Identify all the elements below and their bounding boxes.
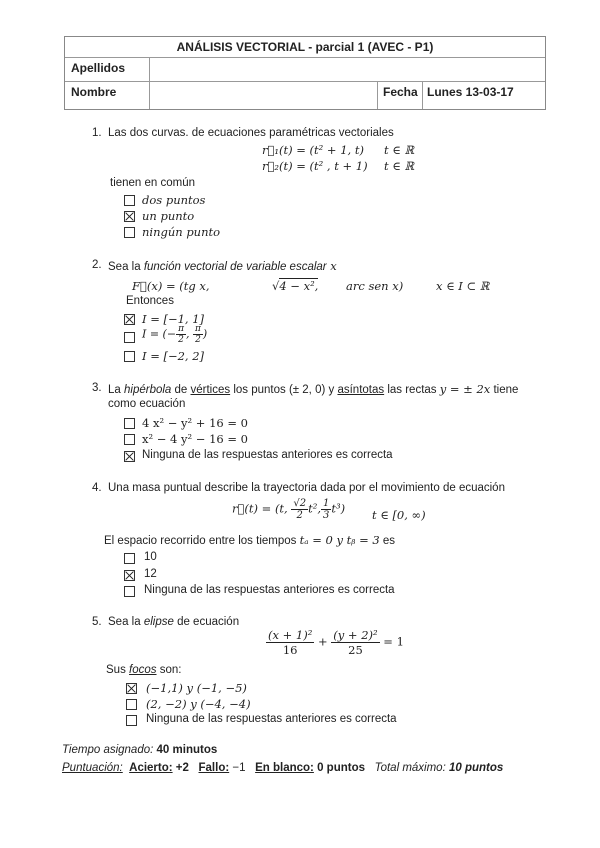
frac-num: √2 <box>293 498 307 509</box>
question-3-text <box>108 382 518 396</box>
acierto-value: +2 <box>175 762 189 774</box>
frac-den: 2 <box>178 335 184 345</box>
frac-num: π <box>195 324 201 334</box>
frac-num: (x + 1)² <box>268 628 313 642</box>
q4-eq-mid: t², <box>308 501 321 516</box>
q5-eq-end: = 1 <box>383 634 404 649</box>
question-1-eq2-domain: t ∈ ℝ <box>384 159 415 173</box>
fecha-label: Fecha <box>383 85 418 99</box>
q2-opt2-frac1 <box>176 324 186 345</box>
q3-option-1-checkbox[interactable] <box>124 418 135 429</box>
q2-opt2-frac2 <box>193 324 203 345</box>
q3-option-3-label: Ninguna de las respuestas anteriores es correcta <box>142 449 393 461</box>
q5-option-2-label: (2, −2) y (−4, −4) <box>146 697 251 711</box>
q4-eq-frac1 <box>291 498 308 521</box>
frac-den: 25 <box>348 643 363 657</box>
frac-num: π <box>178 324 184 334</box>
q3-text-asintotas: asíntotas <box>337 384 385 396</box>
q3-text-end: tiene <box>490 384 519 396</box>
q4-option-2-checkbox[interactable] <box>124 570 135 581</box>
q2-option-1-label: I = [−1, 1] <box>142 312 205 326</box>
q3-text-pre: La <box>108 384 124 396</box>
header-apellidos-row <box>65 57 545 82</box>
question-5-number: 5. <box>92 616 102 628</box>
question-2-number: 2. <box>92 259 102 271</box>
frac-den: 16 <box>282 643 298 657</box>
time-label: Tiempo asignado: <box>62 744 154 756</box>
q1-option-3-label: ningún punto <box>142 225 221 239</box>
q3-text-em: hipérbola <box>124 384 172 396</box>
question-4-prompt <box>104 533 395 547</box>
acierto-label: Acierto: <box>129 762 173 774</box>
question-5-prompt <box>106 664 181 676</box>
q4-eq-pre: r⃗(t) = (t, <box>232 501 288 516</box>
q5-eq-frac2 <box>331 628 379 657</box>
score-label: Puntuación: <box>62 762 123 774</box>
q5-option-1-checkbox[interactable] <box>126 683 137 694</box>
header-divider <box>149 57 150 109</box>
question-2-prompt: Entonces <box>126 295 174 307</box>
question-1-eq2: r⃗₂(t) = (t² , t + 1) <box>262 159 368 173</box>
q5-eq-frac1 <box>266 628 314 657</box>
question-1-eq1-domain: t ∈ ℝ <box>384 143 415 157</box>
q5-text-end: de ecuación <box>173 616 240 628</box>
question-2-text <box>108 259 337 273</box>
blanco-label: En blanco: <box>255 762 314 774</box>
q2-eq-sqrt-body: 4 − x², <box>279 279 319 293</box>
q2-opt2-pre: I = (− <box>142 327 177 341</box>
q2-text-pre: Sea la <box>108 261 144 273</box>
q1-option-2-checkbox[interactable] <box>124 211 135 222</box>
q1-option-1-checkbox[interactable] <box>124 195 135 206</box>
q2-text-em: función vectorial de variable escalar <box>143 261 327 273</box>
q5-equation <box>266 628 404 657</box>
q1-option-1-label: dos puntos <box>142 193 206 207</box>
q4-equation <box>232 498 345 521</box>
q1-option-2-label: un punto <box>142 209 195 223</box>
score-line <box>62 762 503 774</box>
total-label: Total máximo: <box>374 762 446 774</box>
q4-eq-frac2 <box>321 498 331 521</box>
q2-option-3-checkbox[interactable] <box>124 351 135 362</box>
q2-option-3-label: I = [−2, 2] <box>142 349 205 363</box>
q4-option-1-label: 10 <box>144 551 157 563</box>
q5-option-3-checkbox[interactable] <box>126 715 137 726</box>
total-value: 10 puntos <box>448 762 504 774</box>
q5-text-em: elipse <box>143 616 174 628</box>
q5-option-3-label: Ninguna de las respuestas anteriores es correcta <box>146 713 397 725</box>
q3-option-2-checkbox[interactable] <box>124 434 135 445</box>
question-4-number: 4. <box>92 482 102 494</box>
q2-option-2-label <box>142 324 207 345</box>
q4-option-2-label: 12 <box>144 568 157 580</box>
q5-text-pre: Sea la <box>108 616 144 628</box>
q2-eq-sqrt <box>272 279 318 293</box>
frac-den: 2 <box>296 510 303 521</box>
q2-eq-f: F⃗(x) = (tg x, <box>132 279 210 293</box>
question-5-text <box>108 616 239 628</box>
q2-text-var: x <box>326 259 337 273</box>
q3-option-1-label: 4 x² − y² + 16 = 0 <box>142 416 248 430</box>
q4-prompt-end: es <box>379 535 396 547</box>
q2-eq-domain: x ∈ I ⊂ ℝ <box>436 279 490 293</box>
question-1-text: Las dos curvas. de ecuaciones paramétricas vectoriales <box>108 127 394 139</box>
q4-eq-domain: t ∈ [0, ∞) <box>372 508 426 522</box>
q3-text-eq: y = ± 2x <box>439 382 491 396</box>
q4-eq-post: t³) <box>331 501 346 516</box>
time-value: 40 minutos <box>156 744 218 756</box>
q5-option-2-checkbox[interactable] <box>126 699 137 710</box>
header-title-row <box>65 37 545 58</box>
header-divider <box>377 81 378 109</box>
question-1-number: 1. <box>92 127 102 139</box>
q3-text-mid2: los puntos (± 2, 0) y <box>230 384 338 396</box>
q4-prompt-pre: El espacio recorrido entre los tiempos <box>104 535 300 547</box>
q2-opt2-post: ) <box>202 327 208 341</box>
q5-option-1-label: (−1,1) y (−1, −5) <box>146 681 247 695</box>
time-line <box>62 744 217 756</box>
q2-eq-arc: arc sen x) <box>346 279 404 293</box>
q3-text-vertices: vértices <box>190 384 231 396</box>
question-4-text: Una masa puntual describe la trayectoria dada por el movimiento de ecuación <box>108 482 505 494</box>
q4-prompt-eq: tₐ = 0 y tᵦ = 3 <box>299 533 380 547</box>
q5-prompt-pre: Sus <box>106 664 130 676</box>
fecha-value: Lunes 13-03-17 <box>427 85 514 99</box>
question-1-eq1: r⃗₁(t) = (t² + 1, t) <box>262 143 364 157</box>
q4-option-3-label: Ninguna de las respuestas anteriores es correcta <box>144 584 395 596</box>
q3-text-mid: de <box>171 384 191 396</box>
apellidos-label: Apellidos <box>71 61 126 75</box>
frac-num: (y + 2)² <box>333 628 378 642</box>
nombre-label: Nombre <box>71 85 117 99</box>
q1-option-3-checkbox[interactable] <box>124 227 135 238</box>
q3-option-3-checkbox[interactable] <box>124 451 135 462</box>
fallo-label: Fallo: <box>198 762 230 774</box>
q2-option-1-checkbox[interactable] <box>124 314 135 325</box>
q2-option-2-checkbox[interactable] <box>124 332 135 343</box>
frac-den: 3 <box>322 510 330 521</box>
fallo-value: −1 <box>232 762 246 774</box>
q5-prompt-end: son: <box>156 664 182 676</box>
header-divider <box>422 81 423 109</box>
q2-opt2-mid: , <box>186 327 190 341</box>
exam-title: ANÁLISIS VECTORIAL - parcial 1 (AVEC - P1) <box>176 40 434 54</box>
q4-option-3-checkbox[interactable] <box>124 586 135 597</box>
q3-text-mid3: las rectas <box>384 384 440 396</box>
question-1-prompt: tienen en común <box>110 177 196 189</box>
sqrt-symbol: √ <box>272 279 280 293</box>
frac-den: 2 <box>195 335 201 345</box>
question-3-number: 3. <box>92 382 102 394</box>
q3-option-2-label: x² − 4 y² − 16 = 0 <box>142 432 248 446</box>
q5-eq-plus: + <box>318 634 328 649</box>
q5-prompt-em: focos <box>129 664 157 676</box>
exam-header <box>64 36 546 110</box>
blanco-value: 0 puntos <box>317 762 366 774</box>
question-3-text-line2: como ecuación <box>108 398 186 410</box>
frac-num: 1 <box>322 498 330 509</box>
q4-option-1-checkbox[interactable] <box>124 553 135 564</box>
